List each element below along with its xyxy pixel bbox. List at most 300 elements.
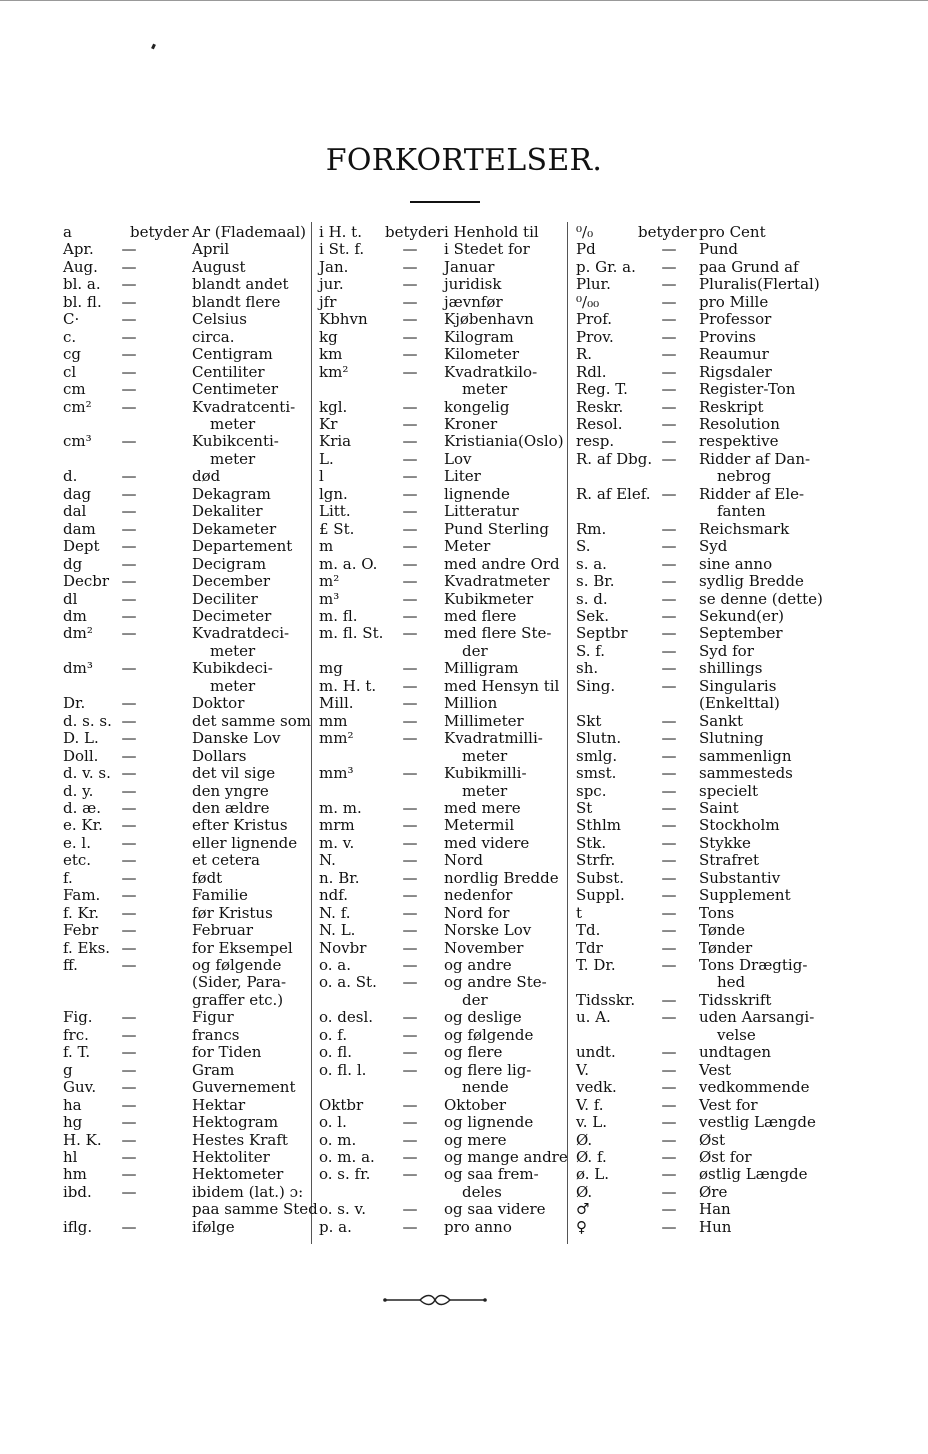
dash: — — [661, 868, 677, 887]
abbreviation: m² — [319, 572, 340, 591]
abbreviation-row — [576, 957, 826, 974]
dash: — — [121, 659, 137, 678]
meaning: Norske Lov — [444, 921, 532, 940]
abbreviation-row — [576, 521, 826, 538]
meaning: Milligram — [444, 659, 519, 678]
abbreviation-row — [63, 1062, 308, 1079]
abbreviation: smst. — [576, 764, 617, 783]
abbreviation: m³ — [319, 589, 340, 608]
abbreviation-row — [63, 416, 308, 433]
dash: — — [661, 798, 677, 817]
dash: — — [402, 624, 418, 643]
abbreviation-row — [63, 1044, 308, 1061]
meaning: Kubikmeter — [444, 589, 534, 608]
meaning: (Sider, Para- — [192, 973, 287, 992]
abbreviation-row — [63, 276, 308, 293]
abbreviation-row — [63, 835, 308, 852]
dash: — — [402, 1060, 418, 1079]
abbreviation: Ø. — [576, 1182, 593, 1201]
meaning: død — [192, 467, 221, 486]
dash: — — [402, 764, 418, 783]
dash: — — [402, 659, 418, 678]
dash: — — [121, 868, 137, 887]
meaning: der — [462, 990, 488, 1009]
meaning: Singularis — [699, 676, 777, 695]
abbreviation-row — [63, 800, 308, 817]
dash: — — [121, 624, 137, 643]
abbreviation: mm² — [319, 729, 354, 748]
abbreviation-row — [63, 957, 308, 974]
abbreviation-row — [319, 1148, 568, 1167]
meaning: blandt flere — [192, 292, 281, 311]
abbreviation-row — [319, 625, 564, 642]
abbreviation-row — [319, 1132, 564, 1149]
dash: — — [402, 606, 418, 625]
abbreviation: mm³ — [319, 764, 354, 783]
dash: — — [121, 519, 137, 538]
abbreviation-row — [319, 1166, 564, 1183]
abbreviation-row — [576, 974, 826, 991]
dash: — — [121, 1217, 137, 1236]
header-meaning: i Henhold til — [444, 223, 539, 241]
dash: — — [121, 1095, 137, 1114]
meaning: med flere Ste- — [444, 624, 552, 643]
abbreviation: undt. — [576, 1043, 616, 1062]
meaning: Liter — [444, 467, 481, 486]
meaning: Dekameter — [192, 519, 277, 538]
abbreviation-row — [576, 556, 826, 573]
dash: — — [121, 903, 137, 922]
meaning: og følgende — [444, 1025, 534, 1044]
meaning: hed — [717, 973, 746, 992]
abbreviation-row — [319, 695, 564, 712]
meaning: Figur — [192, 1008, 234, 1027]
meaning: December — [192, 572, 271, 591]
abbreviation-row — [576, 817, 826, 834]
abbreviation-row — [576, 713, 826, 730]
abbreviation-row — [576, 381, 826, 398]
abbreviation: hg — [63, 1113, 83, 1132]
dash: — — [121, 257, 137, 276]
header-betyder: betyder — [385, 223, 444, 241]
abbreviation-row — [319, 835, 564, 852]
meaning: og flere — [444, 1043, 503, 1062]
meaning: Nord for — [444, 903, 510, 922]
meaning: Reskript — [699, 397, 764, 416]
abbreviation-row — [576, 1114, 826, 1131]
meaning: Doktor — [192, 694, 245, 713]
abbreviation-row — [63, 783, 308, 800]
dash: — — [121, 1060, 137, 1079]
abbreviation: jfr — [319, 292, 337, 311]
dash: — — [402, 449, 418, 468]
abbreviation-row — [576, 399, 826, 416]
dash: — — [121, 537, 137, 556]
abbreviation-row — [576, 259, 826, 276]
abbreviation-row — [63, 573, 308, 590]
meaning: Provins — [699, 327, 756, 346]
abbreviation-row — [63, 765, 308, 782]
abbreviation: n. Br. — [319, 868, 360, 887]
meaning: Gram — [192, 1060, 235, 1079]
dash: — — [402, 554, 418, 573]
abbreviation: Kria — [319, 432, 352, 451]
abbreviation-row — [576, 538, 826, 555]
abbreviation: Prov. — [576, 327, 614, 346]
abbreviation: s. a. — [576, 554, 607, 573]
abbreviation-row — [319, 905, 564, 922]
meaning: respektive — [699, 432, 779, 451]
abbreviation-row — [63, 887, 308, 904]
meaning: jævnfør — [444, 292, 503, 311]
meaning: ifølge — [192, 1217, 235, 1236]
dash: — — [402, 432, 418, 451]
header-row — [63, 224, 308, 241]
dash: — — [661, 1095, 677, 1114]
dash: — — [661, 1200, 677, 1219]
dash: — — [402, 414, 418, 433]
meaning: med mere — [444, 798, 521, 817]
dash: — — [661, 659, 677, 678]
abbreviation-row — [576, 608, 826, 625]
dash: — — [121, 729, 137, 748]
dash: — — [121, 816, 137, 835]
dash: — — [402, 345, 418, 364]
meaning: Millimeter — [444, 711, 524, 730]
meaning: Sankt — [699, 711, 743, 730]
abbreviation-row — [576, 503, 826, 520]
abbreviation-row — [576, 835, 826, 852]
dash: — — [121, 1078, 137, 1097]
dash: — — [402, 973, 418, 992]
abbreviation: o. a. St. — [319, 973, 377, 992]
abbreviation-row — [63, 486, 308, 503]
abbreviation-column-3 — [576, 224, 826, 1236]
dash: — — [402, 1165, 418, 1184]
abbreviation-row — [576, 1027, 826, 1044]
abbreviation-row — [319, 241, 564, 258]
abbreviation: N. — [319, 851, 336, 870]
meaning: nebrog — [717, 467, 771, 486]
abbreviation-row — [319, 887, 564, 904]
meaning: nordlig Bredde — [444, 868, 559, 887]
abbreviation: Pd — [576, 240, 596, 259]
dash: — — [121, 362, 137, 381]
abbreviation-row — [576, 276, 826, 293]
meaning: født — [192, 868, 223, 887]
dash: — — [661, 1113, 677, 1132]
abbreviation: o. s. v. — [319, 1200, 366, 1219]
dash: — — [121, 1148, 137, 1167]
abbreviation-row — [576, 852, 826, 869]
dash: — — [121, 851, 137, 870]
abbreviation: Sthlm — [576, 816, 621, 835]
meaning: Stockholm — [699, 816, 780, 835]
abbreviation-row — [63, 695, 308, 712]
abbreviation: Rdl. — [576, 362, 607, 381]
dash: — — [121, 1025, 137, 1044]
meaning: Register-Ton — [699, 380, 796, 399]
abbreviation: hl — [63, 1148, 78, 1167]
abbreviation: o. s. fr. — [319, 1165, 371, 1184]
abbreviation: Resol. — [576, 414, 623, 433]
meaning: Slutning — [699, 729, 764, 748]
meaning: Kjøbenhavn — [444, 310, 534, 329]
meaning: vestlig Længde — [699, 1113, 816, 1132]
abbreviation: s. Br. — [576, 572, 615, 591]
abbreviation: Dr. — [63, 694, 86, 713]
abbreviation: Suppl. — [576, 886, 625, 905]
meaning: Centiliter — [192, 362, 265, 381]
abbreviation: Litt. — [319, 502, 351, 521]
abbreviation: St — [576, 798, 593, 817]
abbreviation: v. L. — [576, 1113, 607, 1132]
abbreviation-row — [319, 1044, 564, 1061]
meaning: i Stedet for — [444, 240, 530, 259]
meaning: Tønde — [699, 921, 746, 940]
meaning: Kilogram — [444, 327, 514, 346]
dash: — — [661, 345, 677, 364]
abbreviation-row — [63, 538, 308, 555]
meaning: og saa videre — [444, 1200, 546, 1219]
dash: — — [661, 589, 677, 608]
abbreviation-row — [63, 625, 308, 642]
header-betyder: betyder — [638, 223, 697, 241]
abbreviation-row — [576, 800, 826, 817]
abbreviation-row — [63, 678, 308, 695]
meaning: den yngre — [192, 781, 269, 800]
meaning: Kubikdeci- — [192, 659, 273, 678]
meaning: Million — [444, 694, 498, 713]
dash: — — [661, 449, 677, 468]
abbreviation-row — [63, 940, 308, 957]
dash: — — [121, 606, 137, 625]
meaning: Sekund(er) — [699, 606, 784, 625]
abbreviation-row — [63, 730, 308, 747]
dash: — — [402, 519, 418, 538]
dash: — — [661, 240, 677, 259]
dash: — — [402, 275, 418, 294]
dash: — — [402, 1008, 418, 1027]
abbreviation-row — [576, 905, 826, 922]
abbreviation: m. v. — [319, 833, 355, 852]
abbreviation-row — [319, 399, 564, 416]
meaning: Kubikmilli- — [444, 764, 527, 783]
dash: — — [661, 1060, 677, 1079]
abbreviation: p. Gr. a. — [576, 257, 636, 276]
abbreviation: lgn. — [319, 484, 348, 503]
abbreviation-row — [319, 852, 564, 869]
meaning: Strafret — [699, 851, 760, 870]
meaning: Kilometer — [444, 345, 520, 364]
abbreviation: N. f. — [319, 903, 351, 922]
dash: — — [661, 572, 677, 591]
abbreviation-row — [319, 364, 564, 381]
meaning: med andre Ord — [444, 554, 560, 573]
abbreviation: Reskr. — [576, 397, 624, 416]
abbreviation: Tidsskr. — [576, 990, 636, 1009]
dash: — — [402, 502, 418, 521]
abbreviation-row — [319, 538, 564, 555]
dash: — — [121, 310, 137, 329]
abbreviation-row — [319, 1219, 564, 1236]
abbreviation-row — [576, 748, 826, 765]
meaning: Oktober — [444, 1095, 507, 1114]
abbreviation-row — [576, 433, 826, 450]
dash: — — [661, 519, 677, 538]
abbreviation: m. m. — [319, 798, 362, 817]
dash: — — [121, 345, 137, 364]
dash: — — [661, 275, 677, 294]
abbreviation-row — [63, 591, 308, 608]
abbreviation-row — [576, 678, 826, 695]
meaning: April — [192, 240, 230, 259]
dash: — — [402, 798, 418, 817]
abbreviation: Tdr — [576, 938, 603, 957]
meaning: Familie — [192, 886, 248, 905]
meaning: det samme som — [192, 711, 311, 730]
abbreviation: c. — [63, 327, 77, 346]
abbreviation: Decbr — [63, 572, 110, 591]
meaning: francs — [192, 1025, 240, 1044]
abbreviation-row — [319, 870, 564, 887]
abbreviation-row — [63, 311, 308, 328]
abbreviation: Sek. — [576, 606, 610, 625]
abbreviation-row — [319, 1027, 564, 1044]
abbreviation-row — [319, 521, 564, 538]
abbreviation: Ø. — [576, 1130, 593, 1149]
dash: — — [121, 554, 137, 573]
meaning: Hektometer — [192, 1165, 284, 1184]
meaning: eller lignende — [192, 833, 298, 852]
dash: — — [402, 1130, 418, 1149]
abbreviation-row — [576, 364, 826, 381]
abbreviation: d. s. s. — [63, 711, 112, 730]
abbreviation: d. æ. — [63, 798, 102, 817]
meaning: lignende — [444, 484, 510, 503]
abbreviation: o. fl. — [319, 1043, 353, 1062]
abbreviation: m. fl. St. — [319, 624, 384, 643]
abbreviation-row — [319, 346, 564, 363]
dash: — — [661, 956, 677, 975]
meaning: Danske Lov — [192, 729, 281, 748]
abbreviation: H. K. — [63, 1130, 102, 1149]
abbreviation: spc. — [576, 781, 607, 800]
abbreviation: T. Dr. — [576, 956, 616, 975]
abbreviation: ♀ — [576, 1217, 587, 1236]
abbreviation: m. fl. — [319, 606, 358, 625]
abbreviation: Reg. T. — [576, 380, 628, 399]
header-row — [319, 224, 564, 241]
meaning: den ældre — [192, 798, 270, 817]
abbreviation: cm³ — [63, 432, 92, 451]
abbreviation: o. a. — [319, 956, 352, 975]
abbreviation: m. H. t. — [319, 676, 377, 695]
abbreviation: o. m. — [319, 1130, 357, 1149]
meaning: Deciliter — [192, 589, 258, 608]
abbreviation-row — [319, 381, 564, 398]
abbreviation: cm — [63, 380, 86, 399]
meaning: Dekaliter — [192, 502, 263, 521]
meaning: meter — [210, 676, 256, 695]
dash: — — [121, 1130, 137, 1149]
meaning: Øst — [699, 1130, 726, 1149]
abbreviation: m — [319, 537, 334, 556]
abbreviation-row — [576, 294, 826, 311]
abbreviation: Febr — [63, 921, 99, 940]
abbreviation-row — [63, 241, 308, 258]
dash: — — [661, 764, 677, 783]
meaning: sammenlign — [699, 746, 792, 765]
column-divider-2 — [567, 222, 568, 1244]
dash: — — [402, 1113, 418, 1132]
meaning: for Tiden — [192, 1043, 262, 1062]
abbreviation-row — [576, 1149, 826, 1166]
meaning: meter — [462, 746, 508, 765]
abbreviation: N. L. — [319, 921, 356, 940]
dash: — — [661, 1217, 677, 1236]
abbreviation-row — [576, 870, 826, 887]
meaning: Nord — [444, 851, 483, 870]
meaning: August — [192, 257, 246, 276]
meaning: Ridder af Ele- — [699, 484, 805, 503]
abbreviation-row — [319, 1062, 564, 1079]
meaning: Resolution — [699, 414, 780, 433]
abbreviation-row — [576, 992, 826, 1009]
dash: — — [402, 676, 418, 695]
abbreviation: cg — [63, 345, 82, 364]
dash: — — [402, 868, 418, 887]
meaning: og følgende — [192, 956, 282, 975]
dash: — — [121, 798, 137, 817]
abbreviation-row — [576, 1219, 826, 1236]
abbreviation-row — [319, 1114, 564, 1131]
meaning: Tønder — [699, 938, 753, 957]
abbreviation-row — [319, 783, 564, 800]
abbreviation: dm² — [63, 624, 93, 643]
meaning: uden Aarsangi- — [699, 1008, 815, 1027]
abbreviation-row — [576, 468, 826, 485]
meaning: Litteratur — [444, 502, 519, 521]
dash: — — [402, 816, 418, 835]
dash: — — [402, 729, 418, 748]
abbreviation: ⁰/₀₀ — [576, 292, 600, 311]
dash: — — [402, 851, 418, 870]
abbreviation: V. f. — [576, 1095, 604, 1114]
abbreviation: Subst. — [576, 868, 625, 887]
abbreviation-row — [319, 573, 564, 590]
abbreviation: Dept — [63, 537, 100, 556]
meaning: meter — [210, 449, 256, 468]
abbreviation-row — [63, 1097, 308, 1114]
dash: — — [402, 921, 418, 940]
abbreviation-row — [319, 713, 564, 730]
title-rule — [410, 201, 480, 203]
meaning: Tidsskrift — [699, 990, 772, 1009]
dash: — — [402, 537, 418, 556]
abbreviation: o. l. — [319, 1113, 347, 1132]
abbreviation: Apr. — [63, 240, 94, 259]
abbreviation: bl. fl. — [63, 292, 102, 311]
meaning: meter — [210, 641, 256, 660]
abbreviation: ibd. — [63, 1182, 92, 1201]
dash: — — [121, 380, 137, 399]
abbreviation: Ø. f. — [576, 1148, 607, 1167]
dash: — — [402, 938, 418, 957]
dash: — — [661, 833, 677, 852]
abbreviation: Rm. — [576, 519, 607, 538]
abbreviation-row — [63, 608, 308, 625]
